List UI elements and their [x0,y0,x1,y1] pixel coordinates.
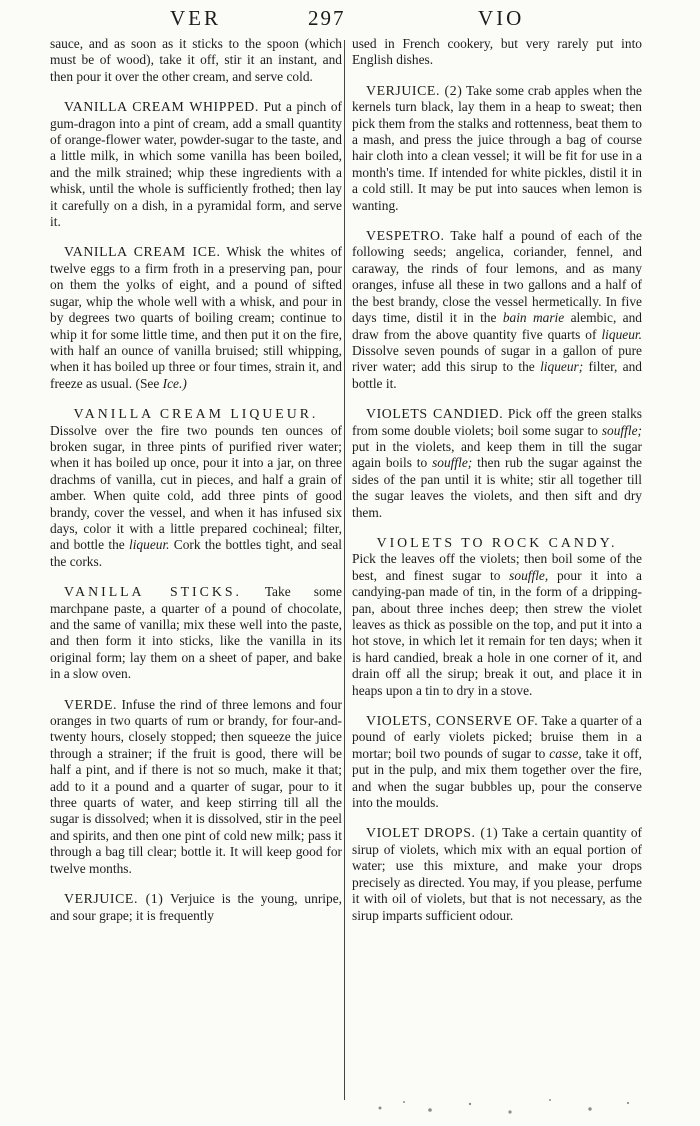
running-header [0,4,700,34]
left-column [50,36,342,938]
entry-body: Whisk the whites of twelve eggs to a firm froth in a preserving pan, pour on them the yolks of eight, and a pound of sifted sugar, whip the whole well with a whisk, and pour in by degrees two quarts of boiling cream; continue to whip it for some little time, and then put it on the fire, with half an ounce of vanilla bruised; still whipping, when it has boiled up three or four times, strain it, and freeze as usual. (See [50,244,343,391]
entry-body: then rub the sugar against the sides of the pan until it is white; stir all together till the sugar leaves the violets, and then sift and dry them. [352,455,642,520]
entry-body: Infuse the rind of three lemons and four oranges in two quarts of rum or brandy, for four-and-twenty hours, closely stopped; then squeeze the juice through a strainer; if the fruit is good, there will be half a pint, and if there is not so much, make it that; add to it a pound and a quarter of sugar, pour to it three quarts of water, and keep stirring till all the sugar is dissolved; when it is dissolved, stir in the peel and spirits, and then one pint of cold new milk; pass it through a bag till clear; bottle it. It will keep good for twelve months. [50,696,342,876]
entry-italic: liqueur. [128,537,170,553]
page-number: 297 [308,6,346,30]
entry-heading: VERDE. [64,696,118,712]
entry-heading: VANILLA CREAM WHIPPED. [64,99,259,115]
entry-body: Take some marchpane paste, a quarter of a pound of chocolate, and the same of vanilla; mix these well into the paste, and then form it into sticks, like the vanilla in its original form; lay them on a sheet of paper, and bake in a slow oven. [50,584,342,682]
entry-body: Pick the leaves off the violets; then boil some of the best, and finest sugar to [352,551,642,583]
entry-heading: VIOLETS TO ROCK CANDY. [376,534,618,550]
entry-body: alembic, and draw from the above quantity five quarts of [352,310,642,342]
entry-body: Cork the bottles tight, and seal the corks. [50,537,342,569]
entry-heading: VERJUICE. (1) [64,891,164,907]
entry-italic: liqueur. [601,326,642,342]
entry-heading: VIOLETS CANDIED. [366,406,504,422]
entry-body: Put a pinch of gum-dragon into a pint of cream, add a small quantity of orange-flower water, powder-sugar to the taste, and a little milk, in which some vanilla has been boiled, and the milk strained; whip these ingredients with a whisk, until the whole is sufficiently frothed; then lay it carefully on a dish, in a pyramidal form, and serve it. [50,99,342,230]
entry-body: take it off, put in the pulp, and mix them together over the fire, and when the sugar bubbles up, pour the conserve into the moulds. [352,745,642,811]
entry-body: pour it into a candying-pan made of tin, in the form of a dripping-pan, about three inches deep; then strew the violet leaves as thick as possible on the top, and put it into a hot stove, in which let it remain for ten days; when it is hard candied, break a hole in one corner of it, and drain off all the sirup; break it out, and place it in heaps upon a tin to dry in a stove. [352,567,642,698]
entry-heading: VANILLA CREAM LIQUEUR. [73,406,319,422]
entry-heading: VANILLA CREAM ICE. [64,244,221,260]
entry-italic: souffle; [432,455,473,471]
entry-body: Take some crab apples when the kernels turn black, lay them in a heap to sweat; then pick them from the stalks and rottenness, beat them to a mash, and press the juice through a bag of course hair cloth into a clean vessel; it will be fit for use in a month's time. If intended for white pickles, distil it in a cold still. It may be put into sauces when lemon is wanting. [352,82,642,213]
entry-heading: VANILLA STICKS. [64,584,242,600]
recipe-entry-violets-conserve [352,713,642,811]
recipe-entry-verjuice-2 [352,83,642,214]
recipe-entry-verjuice-1 [50,891,342,924]
entry-body: Dissolve seven pounds of sugar in a gallon of pure river water; add this sirup to the [352,342,642,375]
entry-italic: bain marie [502,310,565,326]
entry-body: Take a quarter of a pound of early violets picked; bruise them in a mortar; boil two pounds of sugar to [352,713,642,761]
entry-body: Pick off the green stalks from some double violets; boil some sugar to [352,406,642,438]
right-column [352,36,642,938]
recipe-entry-verde [50,697,342,877]
entry-heading: VIOLET DROPS. (1) [366,825,499,841]
recipe-entry-vanilla-cream-liqueur [50,406,342,570]
recipe-entry-violet-drops [352,825,642,923]
entry-italic: souffle; [601,422,642,438]
ink-smudge [360,1090,660,1120]
entry-italic: souffle, [509,567,549,583]
entry-body: filter, and bottle it. [352,359,642,391]
entry-body: Verjuice is the young, unripe, and sour grape; it is frequently [50,891,342,923]
entry-body: sauce, and as soon as it sticks to the spoon (which must be of wood), take it off, stir it an instant, and then pour it over the other cream, and serve cold. [50,36,342,84]
recipe-entry-violets-rock-candy [352,535,642,699]
recipe-entry-vanilla-sticks [50,584,342,682]
entry-body: put in the violets, and keep them in till the sugar again boils to [352,438,642,471]
entry-heading: VERJUICE. (2) [366,82,463,98]
column-divider [344,40,345,1100]
entry-heading: VESPETRO. [366,228,445,244]
cross-reference: Ice.) [162,375,187,391]
entry-body: Take a certain quantity of sirup of violets, which mix with an equal portion of water; use this mixture, and make your drops precisely as directed. You may, if you please, perfume it with oil of violets, but that is not necessary, as the sirup imparts sufficient odour. [352,825,642,923]
running-head-right: VIO [478,6,525,30]
recipe-entry-violets-candied [352,406,642,521]
recipe-entry-continued [352,36,642,69]
entry-body: Dissolve over the fire two pounds ten ounces of broken sugar, in three pints of purified river water; when it has boiled up once, pour it into a jar, on three drachms of vanilla, cut in pieces, and half a grain of amber. When quite cold, add three pints of good brandy, cover the vessel, and when it has infused six days, color it with a little prepared cochineal; filter, and bottle the [50,422,342,553]
entry-italic: liqueur; [540,359,584,375]
recipe-entry-vespetro [352,228,642,392]
entry-body: used in French cookery, but very rarely put into English dishes. [352,36,642,68]
running-head-left: VER [170,6,221,30]
recipe-entry-vanilla-cream-ice [50,244,342,392]
entry-italic: casse, [549,745,582,761]
recipe-entry-continued [50,36,342,85]
entry-heading: VIOLETS, CONSERVE OF. [366,713,539,729]
entry-body: Take half a pound of each of the following seeds; angelica, coriander, fennel, and caraway, the rinds of four lemons, and as many oranges, infuse all these in two gallons and a half of the best brandy, close the vessel hermetically. In five days time, distil it in the [352,228,642,326]
recipe-entry-vanilla-cream-whipped [50,99,342,230]
